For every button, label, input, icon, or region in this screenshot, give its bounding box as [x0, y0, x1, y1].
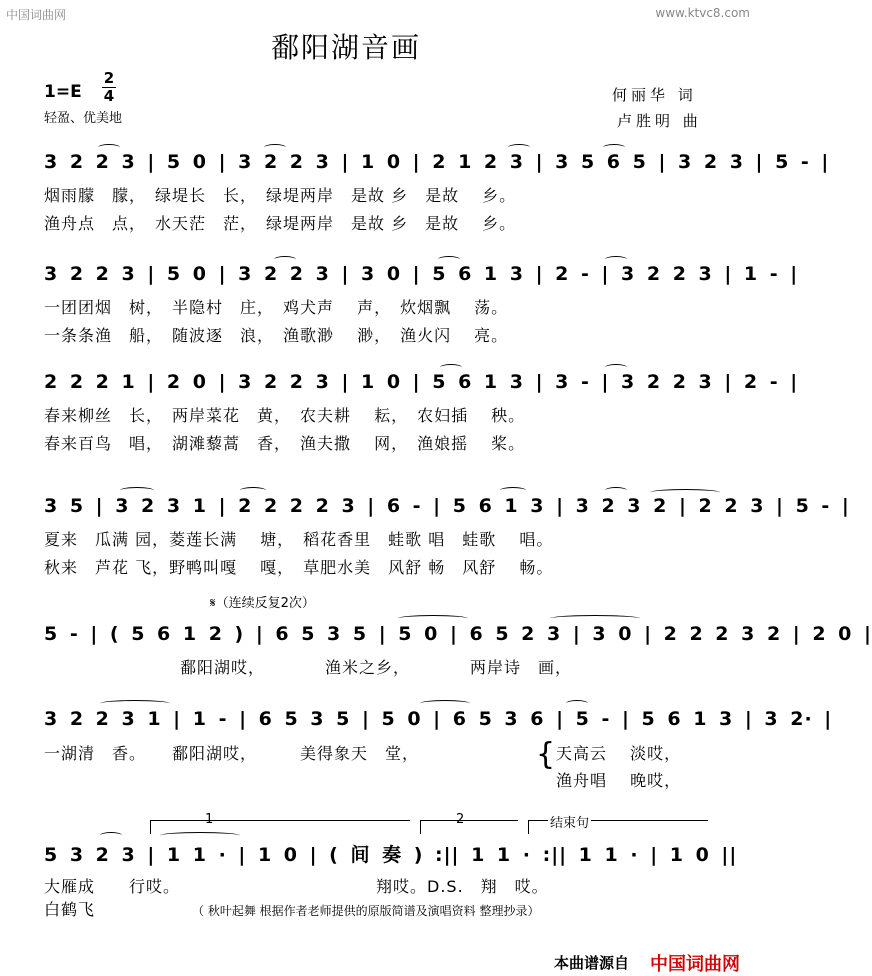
branch-brace: { [536, 737, 556, 772]
tie-mark [160, 832, 240, 839]
tie-mark [398, 615, 468, 622]
lyric-row-6: 一湖清 香。 鄱阳湖哎， 美得象天 堂， [44, 744, 420, 763]
volta-1-bracket [150, 820, 410, 821]
composer-credit: 卢胜明 曲 [617, 112, 702, 130]
slur-mark [420, 700, 470, 707]
branch-lyric-2: 渔舟唱 晚哎， [556, 771, 682, 790]
slur-mark [240, 487, 266, 494]
time-signature [102, 70, 116, 105]
notation-row-6: 3 2 2 3 1 | 1 - | 6 5 3 5 | 5 0 | 6 5 3 6 | 5 - | 5 6 1 3 | 3 2· | [44, 708, 833, 730]
segno-repeat-sign: 𝄋（连续反复2次） [210, 596, 315, 611]
slur-mark [264, 144, 286, 151]
lyric-row-7: 大雁成 行哎。 翔哎。D.S. 翔 哎。 [44, 877, 549, 896]
footer-site-link[interactable]: 中国词曲网 [650, 954, 740, 975]
tie-mark [650, 489, 720, 496]
footer-source: 本曲谱源自 [554, 954, 630, 972]
slur-mark [120, 487, 154, 494]
slur-mark [500, 487, 526, 494]
lyric-row-7-alt: 白鹤飞 [44, 900, 96, 919]
slur-mark [566, 700, 588, 707]
lyric-row-2-verse-2: 一条条渔 船， 随波逐 浪， 渔歌渺 渺， 渔火闪 亮。 [44, 326, 509, 345]
notation-row-5: 5 - | ( 5 6 1 2 ) | 6 5 3 5 | 5 0 | 6 5 2 3 | 3 0 | 2 2 2 3 2 | 2 0 | [44, 623, 872, 645]
lyric-row-1-verse-1: 烟雨朦 朦， 绿堤长 长， 绿堤两岸 是故 乡 是故 乡。 [44, 186, 517, 205]
notation-row-7: 5 3 2 3 | 1 1 · | 1 0 | ( 间 奏 ) :|| 1 1 · :|| 1 1 · | 1 0 || [44, 844, 738, 866]
slur-mark [274, 256, 296, 263]
slur-mark [100, 832, 122, 839]
volta-1-label: 1 [205, 812, 214, 827]
notation-row-4: 3 5 | 3 2 3 1 | 2 2 2 2 3 | 6 - | 5 6 1 3 | 3 2 3 2 | 2 2 3 | 5 - | [44, 495, 850, 517]
slur-mark [508, 144, 530, 151]
time-signature-top: 2 [103, 69, 115, 87]
song-title: 鄱阳湖音画 [271, 31, 422, 64]
watermark-left: 中国词曲网 [6, 8, 67, 22]
tempo-marking: 轻盈、优美地 [44, 111, 123, 126]
slur-mark [605, 487, 627, 494]
lyric-row-4-verse-1: 夏来 瓜满 园，菱莲长满 塘， 稻花香里 蛙歌 唱 蛙歌 唱。 [44, 530, 554, 549]
slur-mark [603, 144, 625, 151]
slur-mark [605, 364, 627, 371]
transcription-note: （ 秋叶起舞 根据作者老师提供的原版简谱及演唱资料 整理抄录） [192, 904, 540, 918]
notation-row-2: 3 2 2 3 | 5 0 | 3 2 2 3 | 3 0 | 5 6 1 3 | 2 - | 3 2 2 3 | 1 - | [44, 263, 799, 285]
time-signature-bottom: 4 [103, 87, 115, 105]
notation-row-3: 2 2 2 1 | 2 0 | 3 2 2 3 | 1 0 | 5 6 1 3 | 3 - | 3 2 2 3 | 2 - | [44, 371, 799, 393]
ending-bracket [528, 820, 529, 834]
volta-2-bracket [420, 820, 518, 821]
watermark-right: www.ktvc8.com [655, 6, 750, 20]
lyric-row-3-verse-2: 春来百鸟 唱， 湖滩藜蒿 香， 渔夫撒 网， 渔娘摇 桨。 [44, 434, 526, 453]
tie-mark [550, 615, 640, 622]
lyricist-credit: 何丽华 词 [612, 86, 697, 104]
key-signature: 1=E [44, 82, 82, 102]
slur-mark [440, 364, 462, 371]
lyric-row-4-verse-2: 秋来 芦花 飞，野鸭叫嘎 嘎， 草肥水美 风舒 畅 风舒 畅。 [44, 558, 554, 577]
lyric-row-5: 鄱阳湖哎， 渔米之乡， 两岸诗 画， [44, 658, 573, 677]
slur-mark [438, 256, 460, 263]
slur-mark [605, 256, 627, 263]
tie-mark [100, 700, 170, 707]
lyric-row-3-verse-1: 春来柳丝 长， 两岸菜花 黄， 农夫耕 耘， 农妇插 秧。 [44, 406, 526, 425]
slur-mark [98, 144, 120, 151]
lyric-row-2-verse-1: 一团团烟 树， 半隐村 庄， 鸡犬声 声， 炊烟飘 荡。 [44, 298, 509, 317]
notation-row-1: 3 2 2 3 | 5 0 | 3 2 2 3 | 1 0 | 2 1 2 3 | 3 5 6 5 | 3 2 3 | 5 - | [44, 151, 830, 173]
ending-label: 结束句 [548, 812, 591, 831]
lyric-row-1-verse-2: 渔舟点 点， 水天茫 茫， 绿堤两岸 是故 乡 是故 乡。 [44, 214, 517, 233]
volta-2-bracket [420, 820, 421, 834]
volta-2-label: 2 [456, 812, 465, 827]
volta-1-bracket [150, 820, 151, 834]
branch-lyric-1: 天高云 淡哎， [556, 744, 682, 763]
